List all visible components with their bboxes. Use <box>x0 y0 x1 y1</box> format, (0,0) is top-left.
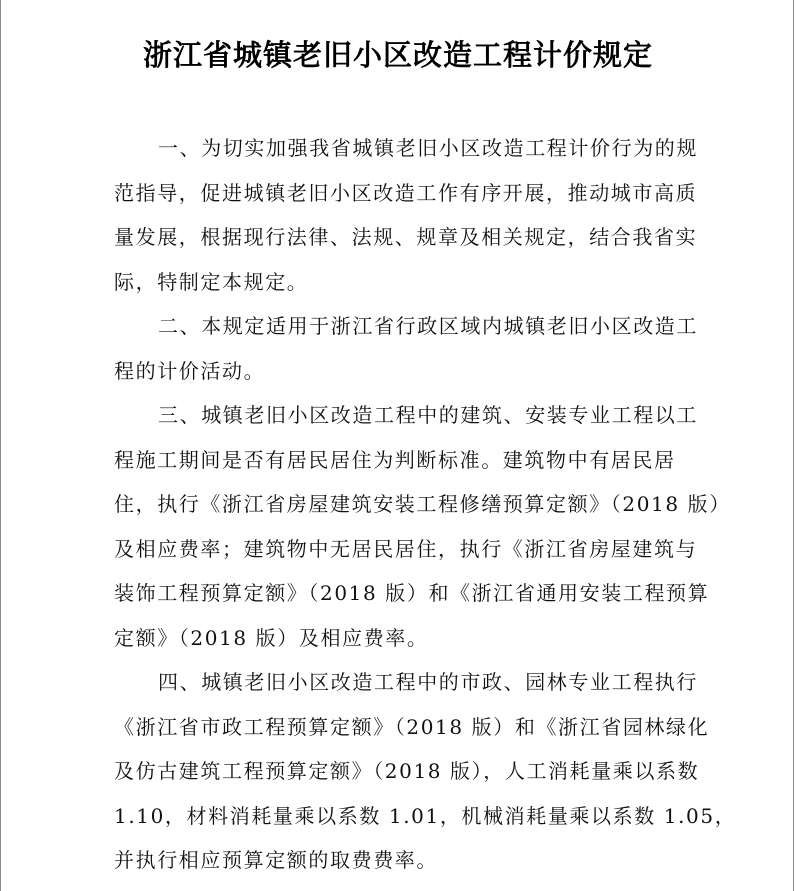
paragraph-line: 住，执行《浙江省房屋建筑安装工程修缮预算定额》（2018 版） <box>114 492 731 516</box>
paragraph-2 <box>114 304 698 393</box>
paragraph-line: 1.10，材料消耗量乘以系数 1.01，机械消耗量乘以系数 1.05， <box>114 803 737 828</box>
paragraph-line: 二、本规定适用于浙江省行政区域内城镇老旧小区改造工 <box>158 314 698 338</box>
paragraph-line: 范指导，促进城镇老旧小区改造工作有序开展，推动城市高质 <box>114 180 698 205</box>
paragraph-line: 际，特制定本规定。 <box>114 269 309 294</box>
paragraph-line: 量发展，根据现行法律、法规、规章及相关规定，结合我省实 <box>114 225 698 249</box>
paragraph-line: 三、城镇老旧小区改造工程中的建筑、安装专业工程以工 <box>158 403 698 427</box>
paragraph-line: 一、为切实加强我省城镇老旧小区改造工程计价行为的规 <box>158 136 698 160</box>
paragraph-line: 及相应费率；建筑物中无居民居住，执行《浙江省房屋建筑与 <box>114 536 698 561</box>
paragraph-line: 程施工期间是否有居民居住为判断标准。建筑物中有居民居 <box>114 447 676 472</box>
paragraph-3 <box>114 393 731 660</box>
document-body <box>114 126 737 883</box>
paragraph-4 <box>114 660 737 883</box>
paragraph-line: 《浙江省市政工程预算定额》（2018 版）和《浙江省园林绿化 <box>114 714 710 739</box>
document-title: 浙江省城镇老旧小区改造工程计价规定 <box>142 38 653 72</box>
paragraph-line: 装饰工程预算定额》（2018 版）和《浙江省通用安装工程预算 <box>114 581 710 605</box>
paragraph-line: 定额》（2018 版）及相应费率。 <box>114 625 429 650</box>
paragraph-line: 及仿古建筑工程预算定额》（2018 版），人工消耗量乘以系数 <box>114 759 700 783</box>
paragraph-line: 程的计价活动。 <box>114 358 266 383</box>
paragraph-line: 四、城镇老旧小区改造工程中的市政、园林专业工程执行 <box>158 670 698 694</box>
paragraph-1 <box>114 126 698 304</box>
paragraph-line: 并执行相应预算定额的取费费率。 <box>114 848 438 872</box>
